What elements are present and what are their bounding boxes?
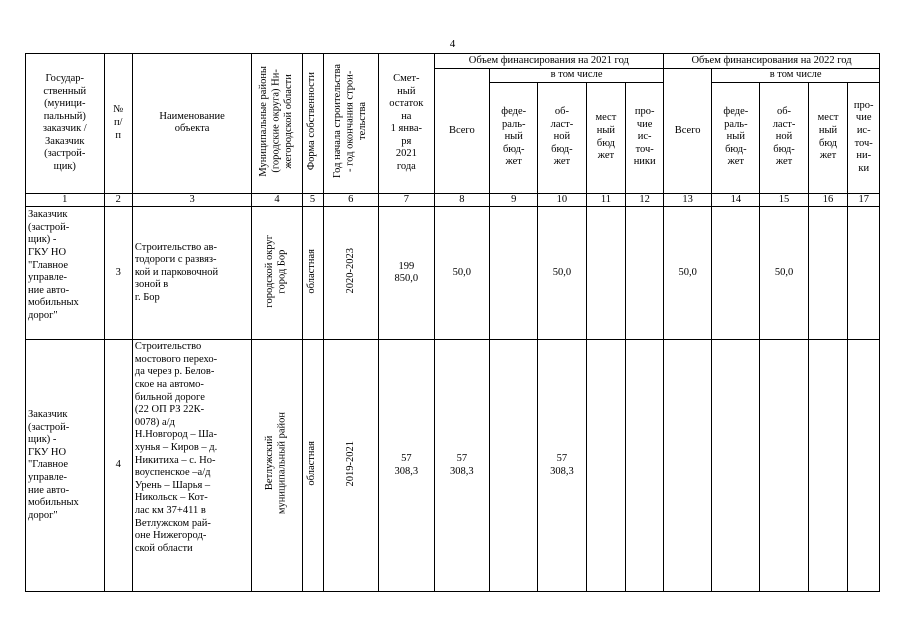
- column-number-row: [26, 193, 880, 207]
- col-num: 14: [712, 193, 760, 207]
- header-fin-2022: Объем финансирования на 2022 год: [664, 54, 880, 69]
- row-regional-2022: 50,0: [760, 207, 808, 340]
- page-number: 4: [449, 38, 456, 50]
- row-other-2022: [848, 207, 880, 340]
- row-regional-2021: 50,0: [538, 207, 586, 340]
- row-object: Строительство мостового перехо- да через р. Белов- ское на автомо- бильной дороге (22 ОП РЗ 22К- 0078) а/д Н.Новгород – Ша- хунья – Киров – д. Никитиха – с. Но- воуспенское –а/д Урень – Шарья – Никольск – Кот- лас км 37+411 в Ветлужском рай- оне Нижегород- ской области: [132, 340, 251, 592]
- header-customer: Государ- ственный (муници- пальный) заказчик / Заказчик (застрой- щик): [26, 54, 105, 194]
- row-total-2021: 57 308,3: [434, 340, 490, 592]
- row-years: 2020-2023: [323, 207, 379, 340]
- row-federal-2022: [712, 340, 760, 592]
- row-customer: Заказчик (застрой- щик) - ГКУ НО "Главное управле- ние авто- мобильных дорог": [26, 207, 105, 340]
- header-districts: Муниципальные районы (городские округа) Ни- жегородской области: [252, 54, 302, 194]
- row-other-2021: [626, 340, 664, 592]
- col-num: 9: [490, 193, 538, 207]
- row-ownership: областная: [302, 207, 323, 340]
- col-num: 17: [848, 193, 880, 207]
- row-local-2022: [808, 207, 848, 340]
- header-federal-2021: феде- раль- ный бюд- жет: [490, 82, 538, 193]
- header-other-2022: про- чие ис- точ- ни- ки: [848, 82, 880, 193]
- col-num: 11: [586, 193, 626, 207]
- row-num: 3: [104, 207, 132, 340]
- table-row: [26, 340, 880, 592]
- row-ownership: областная: [302, 340, 323, 592]
- col-num: 1: [26, 193, 105, 207]
- header-regional-2021: об- ласт- ной бюд- жет: [538, 82, 586, 193]
- row-total-2021: 50,0: [434, 207, 490, 340]
- table-row: [26, 207, 880, 340]
- col-num: 10: [538, 193, 586, 207]
- financing-table: [25, 53, 880, 592]
- row-regional-2022: [760, 340, 808, 592]
- row-total-2022: [664, 340, 712, 592]
- row-federal-2021: [490, 340, 538, 592]
- col-num: 2: [104, 193, 132, 207]
- row-customer: Заказчик (застрой- щик) - ГКУ НО "Главное управле- ние авто- мобильных дорог": [26, 340, 105, 592]
- row-district: Ветлужский муниципальный район: [252, 340, 302, 592]
- row-other-2022: [848, 340, 880, 592]
- header-other-2021: про- чие ис- точ- ники: [626, 82, 664, 193]
- col-num: 7: [379, 193, 435, 207]
- row-total-2022: 50,0: [664, 207, 712, 340]
- col-num: 3: [132, 193, 251, 207]
- header-federal-2022: феде- раль- ный бюд- жет: [712, 82, 760, 193]
- col-num: 13: [664, 193, 712, 207]
- header-incl-2022: в том числе: [712, 69, 880, 83]
- row-district: городской округ город Бор: [252, 207, 302, 340]
- row-local-2022: [808, 340, 848, 592]
- row-estimate: 199 850,0: [379, 207, 435, 340]
- row-regional-2021: 57 308,3: [538, 340, 586, 592]
- header-regional-2022: об- ласт- ной бюд- жет: [760, 82, 808, 193]
- header-years: Год начала строительства - год окончания строи- тельства: [323, 54, 379, 194]
- header-ownership: Форма собственности: [302, 54, 323, 194]
- header-local-2022: мест ный бюд жет: [808, 82, 848, 193]
- header-num: № п/ п: [104, 54, 132, 194]
- col-num: 4: [252, 193, 302, 207]
- header-estimate: Смет- ный остаток на 1 янва- ря 2021 года: [379, 54, 435, 194]
- header-fin-2021: Объем финансирования на 2021 год: [434, 54, 663, 69]
- row-years: 2019-2021: [323, 340, 379, 592]
- col-num: 6: [323, 193, 379, 207]
- row-local-2021: [586, 340, 626, 592]
- row-num: 4: [104, 340, 132, 592]
- row-other-2021: [626, 207, 664, 340]
- header-local-2021: мест ный бюд жет: [586, 82, 626, 193]
- header-total-2021: Всего: [434, 69, 490, 194]
- col-num: 12: [626, 193, 664, 207]
- row-federal-2021: [490, 207, 538, 340]
- row-estimate: 57 308,3: [379, 340, 435, 592]
- header-total-2022: Всего: [664, 69, 712, 194]
- col-num: 15: [760, 193, 808, 207]
- col-num: 16: [808, 193, 848, 207]
- header-object-name: Наименование объекта: [132, 54, 251, 194]
- col-num: 5: [302, 193, 323, 207]
- row-local-2021: [586, 207, 626, 340]
- row-object: Строительство ав- тодороги с развяз- кой и парковочной зоной в г. Бор: [132, 207, 251, 340]
- col-num: 8: [434, 193, 490, 207]
- header-incl-2021: в том числе: [490, 69, 664, 83]
- row-federal-2022: [712, 207, 760, 340]
